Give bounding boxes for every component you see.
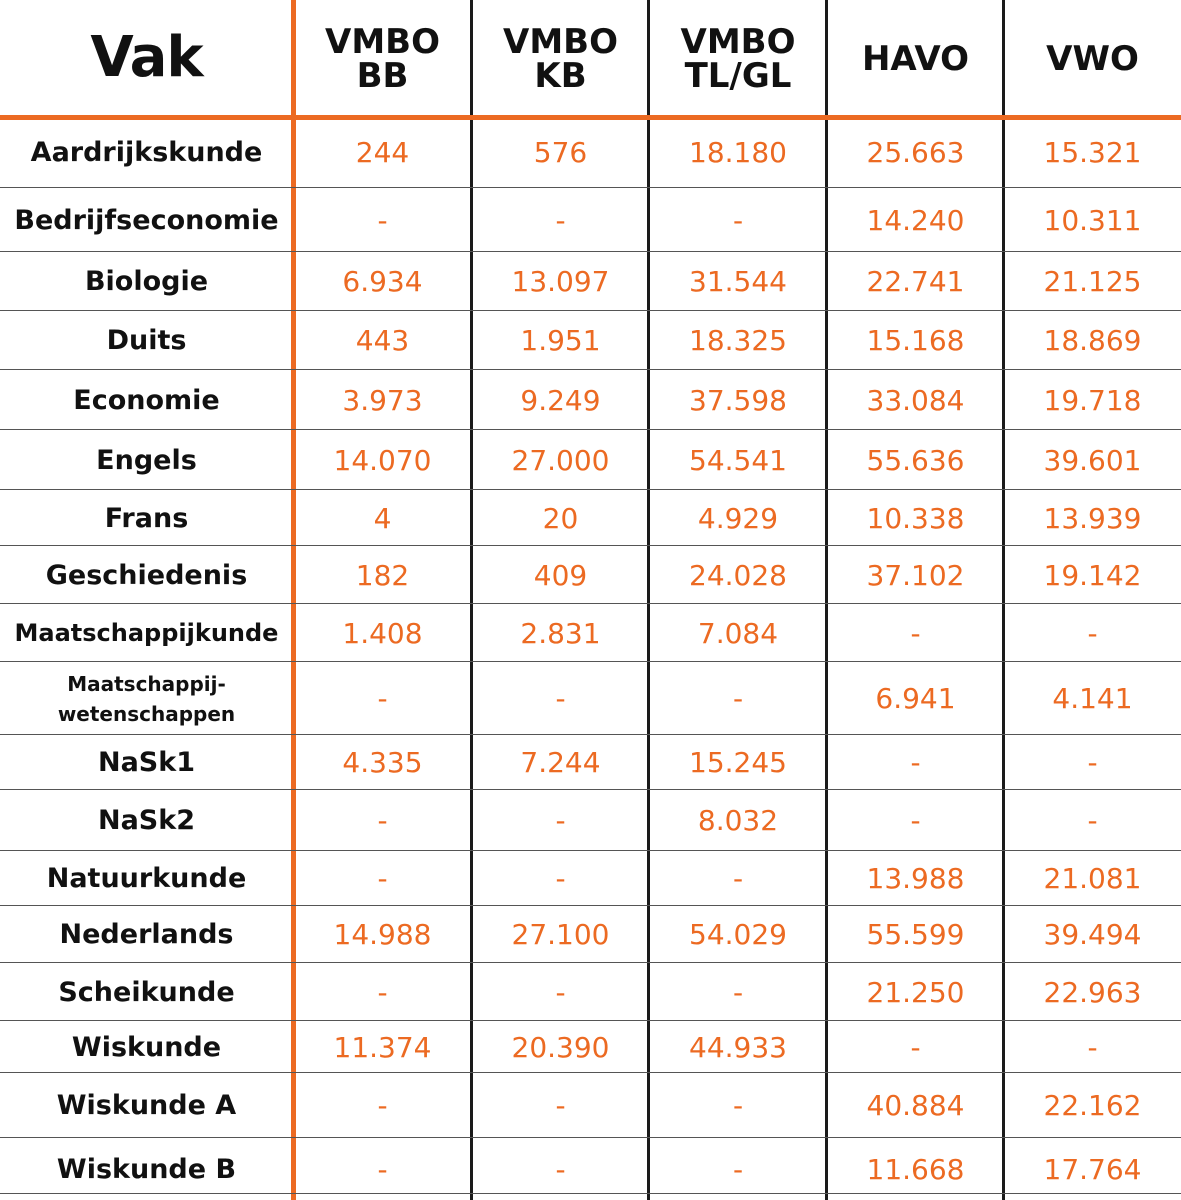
table-cell: 33.084 xyxy=(866,383,965,417)
subject-label: Wiskunde B xyxy=(56,1153,237,1185)
subject-label: NaSk1 xyxy=(97,747,195,778)
table-cell: 14.988 xyxy=(333,918,432,951)
table-cell: 19.142 xyxy=(1043,558,1142,592)
table-cell: 17.764 xyxy=(1043,1152,1142,1186)
table-cell: - xyxy=(555,682,566,715)
table-cell: 21.250 xyxy=(866,975,965,1009)
table-cell: 37.102 xyxy=(866,558,965,592)
table-cell: 21.125 xyxy=(1043,265,1142,298)
table-cell: 15.321 xyxy=(1043,136,1142,169)
table-cell: 4.141 xyxy=(1052,682,1133,715)
table-cell: 182 xyxy=(355,558,410,592)
table-cell: - xyxy=(732,1089,744,1122)
subject-label: Wiskunde xyxy=(71,1031,222,1063)
table-cell: 39.601 xyxy=(1043,443,1142,477)
table-cell: 18.180 xyxy=(689,136,787,169)
table-cell: - xyxy=(555,203,566,237)
table-cell: 31.544 xyxy=(689,265,787,298)
table-cell: 7.244 xyxy=(520,746,601,779)
table-cell: 443 xyxy=(355,324,410,357)
table-cell: 20.390 xyxy=(511,1030,610,1064)
table-cell: 14.070 xyxy=(333,443,432,477)
table-cell: 11.668 xyxy=(866,1152,965,1186)
table-cell: 55.599 xyxy=(866,918,965,951)
table-cell: 18.869 xyxy=(1043,324,1142,357)
table-cell: - xyxy=(377,862,388,895)
table-cell: 11.374 xyxy=(333,1030,432,1064)
subject-label: Frans xyxy=(104,502,189,534)
table-cell: - xyxy=(910,746,921,779)
column-header: VMBO BB xyxy=(325,21,440,96)
table-cell: 14.240 xyxy=(866,203,965,237)
table-cell: 25.663 xyxy=(866,136,965,169)
table-cell: - xyxy=(555,1089,566,1122)
table-cell: 576 xyxy=(533,136,588,169)
table-cell: 15.168 xyxy=(866,324,965,357)
table-cell: 2.831 xyxy=(520,616,601,650)
column-header: VWO xyxy=(1046,38,1139,79)
table-cell: 22.741 xyxy=(866,265,965,298)
table-cell: 39.494 xyxy=(1043,918,1142,951)
subject-label: Scheikunde xyxy=(58,976,235,1008)
column-header: HAVO xyxy=(861,38,970,79)
table-cell: 18.325 xyxy=(689,324,787,357)
table-cell: 24.028 xyxy=(689,558,787,592)
subject-label: Economie xyxy=(73,384,220,416)
subject-label: Engels xyxy=(96,444,197,476)
table-cell: - xyxy=(1087,746,1098,779)
table-cell: - xyxy=(555,975,566,1009)
table-cell: 10.338 xyxy=(866,501,965,535)
table-cell: - xyxy=(555,862,566,895)
table-cell: - xyxy=(732,682,744,715)
table-cell: 27.000 xyxy=(511,443,610,477)
table-cell: 13.097 xyxy=(511,265,610,298)
table-cell: 4.335 xyxy=(342,746,423,779)
table-cell: 22.162 xyxy=(1043,1089,1142,1122)
table-cell: 3.973 xyxy=(342,383,423,417)
table-cell: 7.084 xyxy=(697,616,779,650)
table-cell: 4 xyxy=(373,501,392,535)
table-cell: 10.311 xyxy=(1043,203,1142,237)
table-cell: 40.884 xyxy=(866,1089,965,1122)
table-cell: - xyxy=(555,804,566,837)
table-cell: 4.929 xyxy=(697,501,779,535)
subject-label: NaSk2 xyxy=(97,805,195,836)
table-cell: - xyxy=(732,975,744,1009)
table-cell: - xyxy=(377,1089,388,1122)
table-cell: 21.081 xyxy=(1043,862,1142,895)
column-header: VMBO TL/GL xyxy=(680,21,796,96)
table-cell: - xyxy=(1087,804,1098,837)
table-cell: - xyxy=(910,804,921,837)
table-cell: - xyxy=(377,682,388,715)
table-cell: 6.941 xyxy=(875,682,956,715)
table-cell: 6.934 xyxy=(342,265,423,298)
table-cell: - xyxy=(910,1030,921,1064)
table-cell: 409 xyxy=(533,558,588,592)
table-cell: - xyxy=(732,203,744,237)
column-header: VMBO KB xyxy=(503,21,618,96)
header-vak: Vak xyxy=(90,25,203,90)
table-cell: - xyxy=(1087,616,1098,650)
table-cell: - xyxy=(732,862,744,895)
table-cell: - xyxy=(377,804,388,837)
table-cell: 19.718 xyxy=(1043,383,1142,417)
subject-label: Wiskunde A xyxy=(56,1090,237,1121)
table-cell: 244 xyxy=(355,136,410,169)
subject-label: Biologie xyxy=(84,266,209,297)
table-cell: 22.963 xyxy=(1043,975,1142,1009)
table-cell: 20 xyxy=(542,501,579,535)
table-cell: 9.249 xyxy=(520,383,601,417)
subject-label: Duits xyxy=(106,325,187,356)
table-cell: 8.032 xyxy=(697,804,779,837)
table-cell: 37.598 xyxy=(689,383,787,417)
table-cell: - xyxy=(910,616,921,650)
table-cell: - xyxy=(555,1152,566,1186)
table-cell: 54.029 xyxy=(689,918,787,951)
table-cell: 15.245 xyxy=(689,746,787,779)
subject-label: Nederlands xyxy=(59,919,234,950)
table-cell: 44.933 xyxy=(689,1030,787,1064)
subject-label: Bedrijfseconomie xyxy=(14,204,279,236)
table-cell: - xyxy=(732,1152,744,1186)
table-cell: 1.951 xyxy=(520,324,601,357)
table-cell: 13.939 xyxy=(1043,501,1142,535)
table-cell: - xyxy=(1087,1030,1098,1064)
subject-label: Geschiedenis xyxy=(45,559,248,591)
subject-label: Aardrijkskunde xyxy=(30,137,263,168)
table-cell: - xyxy=(377,975,388,1009)
table-cell: 13.988 xyxy=(866,862,965,895)
table-cell: 54.541 xyxy=(689,443,787,477)
subject-label: Natuurkunde xyxy=(46,863,247,894)
table-cell: - xyxy=(377,1152,388,1186)
subject-label: Maatschappij- wetenschappen xyxy=(57,671,236,726)
table-cell: 27.100 xyxy=(511,918,610,951)
table-cell: - xyxy=(377,203,388,237)
table-cell: 55.636 xyxy=(866,443,965,477)
subject-label: Maatschappijkunde xyxy=(14,619,279,647)
table-cell: 1.408 xyxy=(342,616,423,650)
